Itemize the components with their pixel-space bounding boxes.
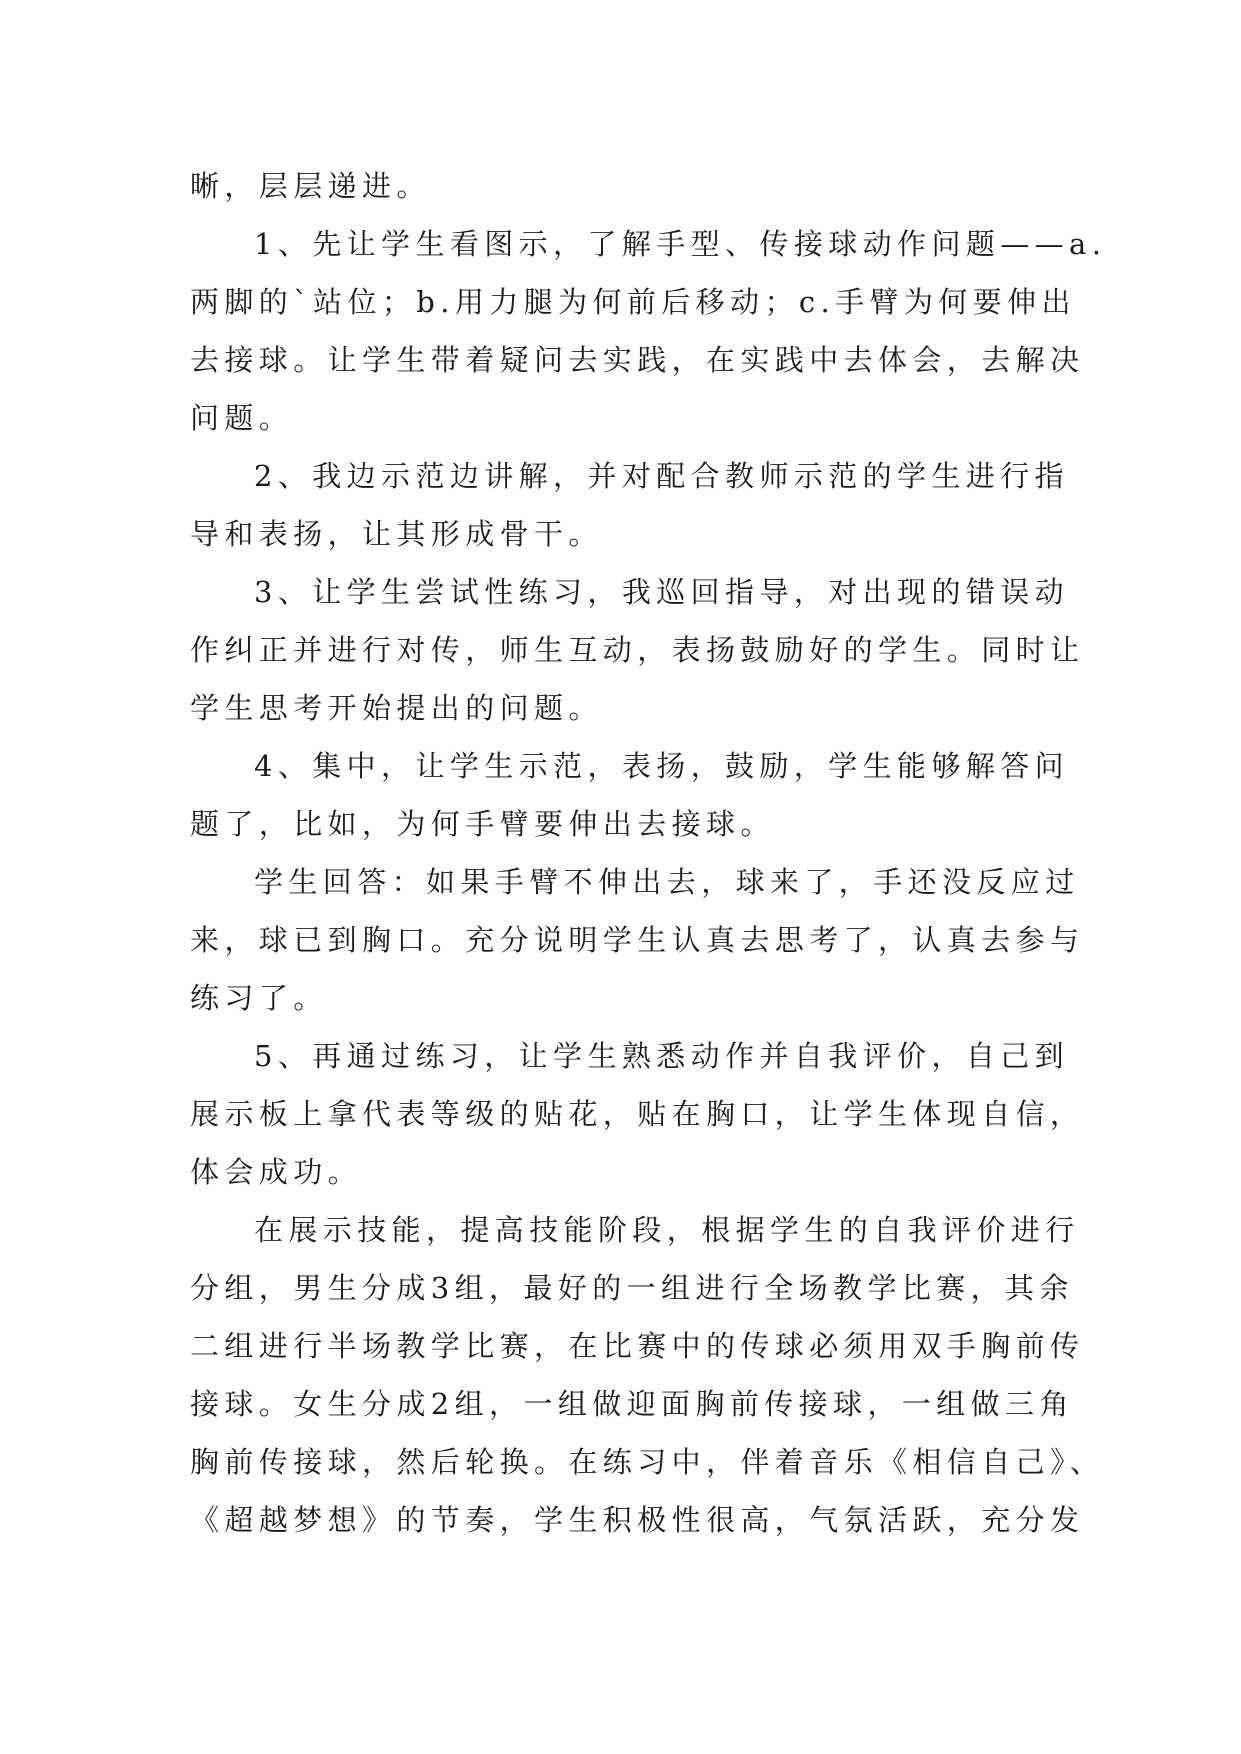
text-line: 去接球。让学生带着疑问去实践，在实践中去体会，去解决 [190, 343, 1085, 377]
text-line: 分组，男生分成3组，最好的一组进行全场教学比赛，其余 [190, 1271, 1074, 1305]
text-line: 5、再通过练习，让学生熟悉动作并自我评价，自己到 [254, 1039, 1070, 1073]
text-line: 4、集中，让学生示范，表扬，鼓励，学生能够解答问 [254, 749, 1070, 783]
text-line: 学生回答：如果手臂不伸出去，球来了，手还没反应过 [254, 865, 1080, 899]
text-line: 《超越梦想》的节奏，学生积极性很高，气氛活跃，充分发 [190, 1503, 1085, 1537]
text-line: 接球。女生分成2组，一组做迎面胸前传接球，一组做三角 [190, 1387, 1074, 1421]
text-line: 导和表扬，让其形成骨干。 [190, 517, 603, 551]
text-line: 2、我边示范边讲解，并对配合教师示范的学生进行指 [254, 459, 1070, 493]
text-line: 两脚的`站位；b.用力腿为何前后移动；c.手臂为何要伸出 [190, 285, 1076, 319]
text-line: 胸前传接球，然后轮换。在练习中，伴着音乐《相信自己》、 [190, 1445, 1105, 1479]
text-line: 学生思考开始提出的问题。 [190, 691, 603, 725]
text-line: 问题。 [190, 401, 294, 435]
text-line: 展示板上拿代表等级的贴花，贴在胸口，让学生体现自信， [190, 1097, 1085, 1131]
text-line: 二组进行半场教学比赛，在比赛中的传球必须用双手胸前传 [190, 1329, 1085, 1363]
text-line: 3、让学生尝试性练习，我巡回指导，对出现的错误动 [254, 575, 1070, 609]
document-body [190, 157, 1107, 1549]
text-line: 来，球已到胸口。充分说明学生认真去思考了，认真去参与 [190, 923, 1085, 957]
text-line: 体会成功。 [190, 1155, 363, 1189]
text-line: 题了，比如，为何手臂要伸出去接球。 [190, 807, 775, 841]
text-line: 作纠正并进行对传，师生互动，表扬鼓励好的学生。同时让 [190, 633, 1085, 667]
text-line: 练习了。 [190, 981, 328, 1015]
text-line: 1、先让学生看图示，了解手型、传接球动作问题——a. [254, 227, 1107, 261]
text-line: 在展示技能，提高技能阶段，根据学生的自我评价进行 [254, 1213, 1080, 1247]
text-line: 晰，层层递进。 [190, 169, 431, 203]
